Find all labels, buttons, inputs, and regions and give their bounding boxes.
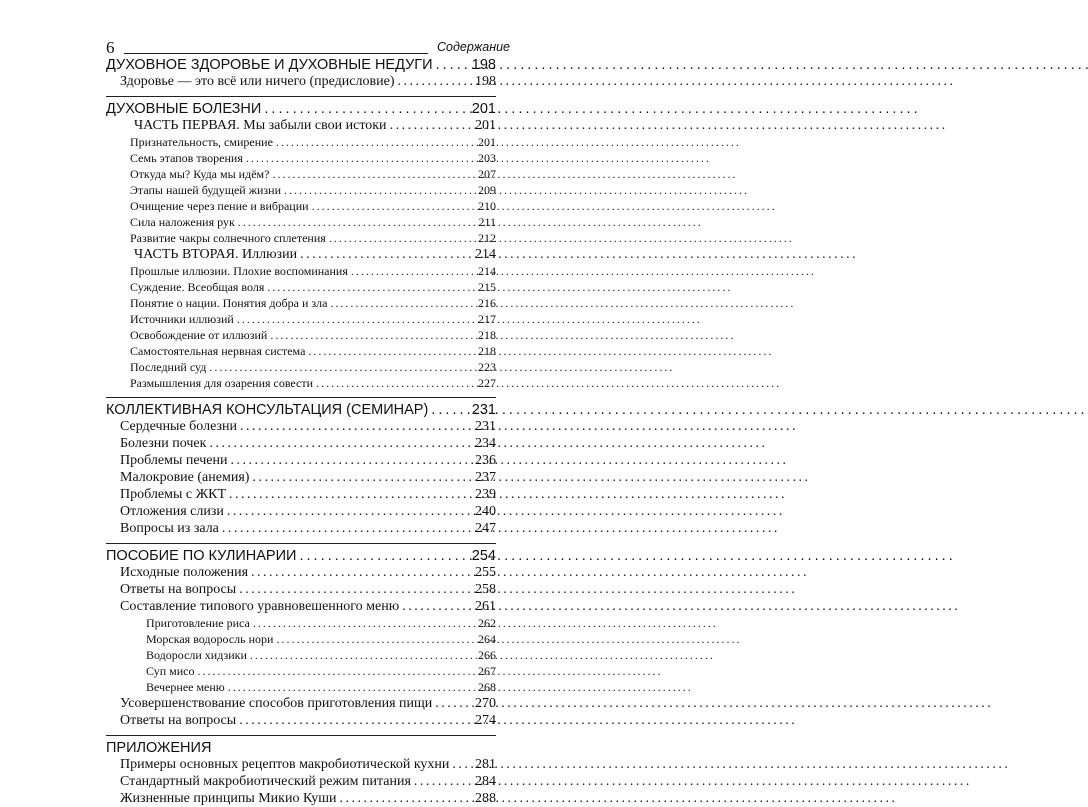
toc-entry bbox=[106, 616, 496, 631]
toc-entry bbox=[106, 167, 496, 182]
toc-page-number: 255 bbox=[475, 565, 496, 580]
toc-entry bbox=[106, 680, 496, 695]
toc-entry bbox=[106, 74, 496, 90]
toc-entry-title: Стандартный макробиотический режим питания bbox=[120, 774, 411, 789]
toc-entry bbox=[106, 599, 496, 615]
toc-page-number: 227 bbox=[478, 376, 496, 390]
toc-page-number: 268 bbox=[478, 680, 496, 694]
dot-leader bbox=[299, 548, 468, 564]
toc-entry bbox=[106, 632, 496, 647]
toc-entry-title: ПРИЛОЖЕНИЯ bbox=[106, 740, 212, 756]
dot-leader bbox=[340, 791, 472, 807]
dot-leader bbox=[436, 57, 469, 73]
toc-chapter bbox=[106, 101, 496, 117]
dot-leader bbox=[414, 774, 472, 790]
toc-entry-title: Признательность, смирение bbox=[130, 135, 273, 149]
dot-leader bbox=[330, 296, 475, 311]
toc-entry bbox=[106, 135, 496, 150]
toc-entry bbox=[106, 247, 496, 263]
dot-leader bbox=[230, 453, 472, 469]
toc-entry-title: Приготовление риса bbox=[146, 616, 250, 630]
dot-leader bbox=[209, 360, 475, 375]
toc-page-number: 201 bbox=[471, 101, 496, 117]
section-title: Содержание bbox=[437, 40, 510, 54]
toc-entry-title: Понятие о нации. Понятия добра и зла bbox=[130, 296, 328, 310]
toc-entry-title: ЧАСТЬ ПЕРВАЯ. Мы забыли свои истоки bbox=[134, 118, 387, 133]
dot-leader bbox=[237, 312, 475, 327]
dot-leader bbox=[402, 599, 472, 615]
toc-page-number: 264 bbox=[478, 632, 496, 646]
dot-leader bbox=[240, 419, 472, 435]
header-rule bbox=[124, 53, 428, 54]
toc-page-number: 217 bbox=[478, 312, 496, 326]
toc-page-number: 218 bbox=[478, 328, 496, 342]
toc-entry bbox=[106, 151, 496, 166]
running-header bbox=[106, 36, 510, 56]
toc-entry bbox=[106, 757, 496, 773]
toc-chapter bbox=[106, 402, 496, 418]
dot-leader bbox=[272, 167, 475, 182]
toc-entry bbox=[106, 199, 496, 214]
toc-page-number: 198 bbox=[475, 74, 496, 89]
section-divider bbox=[106, 735, 496, 736]
dot-leader bbox=[209, 436, 472, 452]
toc-entry-title: Водоросли хидзики bbox=[146, 648, 247, 662]
toc-entry-title: Семь этапов творения bbox=[130, 151, 243, 165]
toc-entry-title: Примеры основных рецептов макробиотической кухни bbox=[120, 757, 450, 772]
toc-entry bbox=[106, 296, 496, 311]
toc-page-number: 234 bbox=[475, 436, 496, 451]
toc-entry-title: Откуда мы? Куда мы идём? bbox=[130, 167, 270, 181]
page-number: 6 bbox=[106, 38, 115, 57]
dot-leader bbox=[308, 344, 475, 359]
dot-leader bbox=[452, 757, 472, 773]
toc-entry-title: ДУХОВНЫЕ БОЛЕЗНИ bbox=[106, 101, 262, 117]
toc-entry-title: Прошлые иллюзии. Плохие воспоминания bbox=[130, 264, 348, 278]
toc-entry-title: Последний суд bbox=[130, 360, 207, 374]
dot-leader bbox=[227, 504, 472, 520]
toc-page-number: 198 bbox=[471, 57, 496, 73]
toc-entry-title: Здоровье — это всё или ничего (предисловие) bbox=[120, 74, 395, 89]
toc-page-number: 237 bbox=[475, 470, 496, 485]
dot-leader bbox=[250, 648, 475, 663]
dot-leader bbox=[397, 74, 472, 90]
dot-leader bbox=[300, 247, 472, 263]
toc-entry-title: Сердечные болезни bbox=[120, 419, 238, 434]
toc-entry-title: Проблемы с ЖКТ bbox=[120, 487, 226, 502]
toc-page-number: 214 bbox=[475, 247, 496, 262]
toc-entry bbox=[106, 774, 496, 790]
toc-entry bbox=[106, 360, 496, 375]
dot-leader bbox=[390, 118, 472, 134]
toc-entry-title: Самостоятельная нервная система bbox=[130, 344, 306, 358]
section-divider bbox=[106, 96, 496, 97]
dot-leader bbox=[229, 487, 472, 503]
toc-entry bbox=[106, 312, 496, 327]
toc-chapter bbox=[106, 548, 496, 564]
dot-leader bbox=[270, 328, 475, 343]
toc-entry bbox=[106, 344, 496, 359]
toc-page-number: 215 bbox=[478, 280, 496, 294]
toc-entry bbox=[106, 648, 496, 663]
toc-page-number: 201 bbox=[478, 135, 496, 149]
toc-entry-title: Составление типового уравновешенного меню bbox=[120, 599, 400, 614]
toc-entry bbox=[106, 504, 496, 520]
section-divider bbox=[106, 543, 496, 544]
dot-leader bbox=[276, 135, 475, 150]
toc-entry bbox=[106, 376, 496, 391]
dot-leader bbox=[253, 616, 475, 631]
toc-entry-title: Болезни почек bbox=[120, 436, 207, 451]
toc-entry-title: Исходные положения bbox=[120, 565, 249, 580]
toc-page-number: 247 bbox=[475, 521, 496, 536]
toc-entry-title: ПОСОБИЕ ПО КУЛИНАРИИ bbox=[106, 548, 297, 564]
dot-leader bbox=[197, 664, 475, 679]
toc-entry bbox=[106, 696, 496, 712]
toc-entry-title: Вопросы из зала bbox=[120, 521, 219, 536]
toc-entry bbox=[106, 582, 496, 598]
dot-leader bbox=[251, 565, 472, 581]
toc-entry-title: ЧАСТЬ ВТОРАЯ. Иллюзии bbox=[134, 247, 298, 262]
dot-leader bbox=[239, 582, 472, 598]
toc-chapter bbox=[106, 57, 496, 73]
toc-page-number: 254 bbox=[471, 548, 496, 564]
toc-entry bbox=[106, 231, 496, 246]
toc-entry-title: Источники иллюзий bbox=[130, 312, 234, 326]
toc-entry-title: ДУХОВНОЕ ЗДОРОВЬЕ И ДУХОВНЫЕ НЕДУГИ bbox=[106, 57, 433, 73]
toc-entry-title: Проблемы печени bbox=[120, 453, 228, 468]
toc-page-number: 214 bbox=[478, 264, 496, 278]
toc-page-number: 209 bbox=[478, 183, 496, 197]
toc-entry-title: Освобождение от иллюзий bbox=[130, 328, 268, 342]
toc-entry bbox=[106, 470, 496, 486]
toc-entry bbox=[106, 565, 496, 581]
toc-page-number: 240 bbox=[475, 504, 496, 519]
toc-entry-title: Размышления для озарения совести bbox=[130, 376, 314, 390]
toc-page-number: 223 bbox=[478, 360, 496, 374]
toc-entry-title: Ответы на вопросы bbox=[120, 713, 237, 728]
toc-page-number: 274 bbox=[475, 713, 496, 728]
toc-entry-title: Усовершенствование способов приготовления пищи bbox=[120, 696, 433, 711]
toc-entry-title: Жизненные принципы Микио Куши bbox=[120, 791, 337, 806]
toc-page-number: 211 bbox=[478, 215, 496, 229]
toc-page-number: 207 bbox=[478, 167, 496, 181]
toc-entry-title: Морская водоросль нори bbox=[146, 632, 274, 646]
toc-page-number: 216 bbox=[478, 296, 496, 310]
toc-entry bbox=[106, 791, 496, 807]
dot-leader bbox=[246, 151, 475, 166]
toc-page-number: 236 bbox=[475, 453, 496, 468]
section-divider bbox=[106, 397, 496, 398]
dot-leader bbox=[238, 215, 476, 230]
toc-page-number: 231 bbox=[475, 419, 496, 434]
dot-leader bbox=[267, 280, 475, 295]
toc-entry-title: Этапы нашей будущей жизни bbox=[130, 183, 281, 197]
toc-entry bbox=[106, 419, 496, 435]
dot-leader bbox=[264, 101, 468, 117]
toc-page-number: 262 bbox=[478, 616, 496, 630]
toc-entry-title: Суп мисо bbox=[146, 664, 195, 678]
toc-entry bbox=[106, 183, 496, 198]
dot-leader bbox=[228, 680, 475, 695]
toc-entry bbox=[106, 487, 496, 503]
dot-leader bbox=[329, 231, 475, 246]
toc-entry bbox=[106, 264, 496, 279]
dot-leader bbox=[431, 402, 469, 418]
toc-page-number: 231 bbox=[471, 402, 496, 418]
dot-leader bbox=[312, 199, 475, 214]
toc-entry-title: Вечернее меню bbox=[146, 680, 225, 694]
toc-entry bbox=[106, 328, 496, 343]
toc-page-number: 267 bbox=[478, 664, 496, 678]
toc-entry-title: Развитие чакры солнечного сплетения bbox=[130, 231, 326, 245]
dot-leader bbox=[222, 521, 472, 537]
dot-leader bbox=[435, 696, 472, 712]
dot-leader bbox=[316, 376, 475, 391]
dot-leader bbox=[276, 632, 475, 647]
toc-entry bbox=[106, 280, 496, 295]
toc-page-number: 201 bbox=[475, 118, 496, 133]
toc-page-number: 218 bbox=[478, 344, 496, 358]
toc-entry bbox=[106, 713, 496, 729]
toc-page-number: 284 bbox=[475, 774, 496, 789]
table-of-contents bbox=[106, 56, 496, 807]
dot-leader bbox=[284, 183, 475, 198]
toc-entry bbox=[106, 215, 496, 230]
toc-page-number: 203 bbox=[478, 151, 496, 165]
toc-page-number: 258 bbox=[475, 582, 496, 597]
toc-entry-title: Очищение через пение и вибрации bbox=[130, 199, 309, 213]
toc-page-number: 212 bbox=[478, 231, 496, 245]
toc-page-number: 270 bbox=[475, 696, 496, 711]
toc-entry bbox=[106, 453, 496, 469]
toc-entry bbox=[106, 521, 496, 537]
toc-page-number: 239 bbox=[475, 487, 496, 502]
toc-page-number: 266 bbox=[478, 648, 496, 662]
dot-leader bbox=[351, 264, 475, 279]
toc-page-number: 261 bbox=[475, 599, 496, 614]
dot-leader bbox=[252, 470, 472, 486]
toc-entry bbox=[106, 118, 496, 134]
toc-entry-title: Малокровие (анемия) bbox=[120, 470, 250, 485]
toc-page-number: 210 bbox=[478, 199, 496, 213]
toc-entry-title: КОЛЛЕКТИВНАЯ КОНСУЛЬТАЦИЯ (СЕМИНАР) bbox=[106, 402, 429, 418]
toc-entry-title: Суждение. Всеобщая воля bbox=[130, 280, 265, 294]
toc-entry bbox=[106, 436, 496, 452]
toc-entry bbox=[106, 664, 496, 679]
toc-chapter bbox=[106, 740, 496, 756]
dot-leader bbox=[239, 713, 472, 729]
toc-entry-title: Сила наложения рук bbox=[130, 215, 235, 229]
toc-entry-title: Ответы на вопросы bbox=[120, 582, 237, 597]
toc-page-number: 281 bbox=[475, 757, 496, 772]
toc-page-number: 288 bbox=[475, 791, 496, 806]
toc-entry-title: Отложения слизи bbox=[120, 504, 224, 519]
